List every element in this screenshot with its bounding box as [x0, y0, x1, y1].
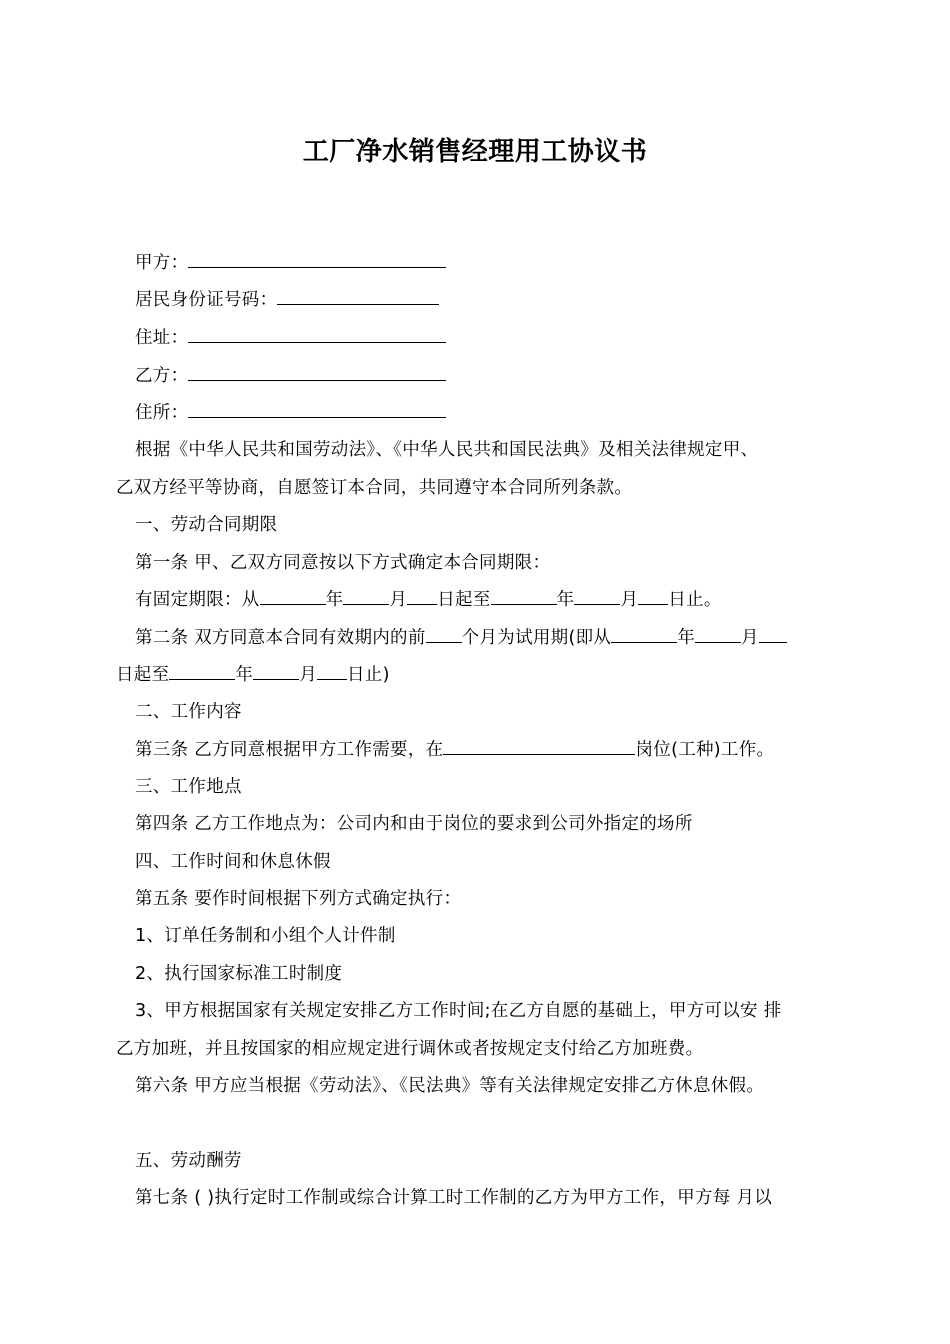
party-a-blank — [188, 251, 446, 268]
month-text: 月 — [299, 665, 318, 685]
section-heading-2: 二、工作内容 — [135, 702, 242, 722]
preamble-line-1: 根据《中华人民共和国劳动法》、《中华人民共和国民法典》及相关法律规定甲、 — [135, 440, 759, 460]
residence-line — [116, 401, 865, 425]
probation-end-year-blank — [169, 663, 235, 680]
id-card-blank — [277, 288, 439, 305]
article-4: 第四条 乙方工作地点为：公司内和由于岗位的要求到公司外指定的场所 — [135, 814, 693, 834]
preamble-line-2: 乙双方经平等协商，自愿签订本合同，共同遵守本合同所列条款。 — [116, 478, 633, 498]
end-day-blank — [638, 588, 668, 605]
party-a-line — [116, 251, 865, 275]
year-text: 年 — [325, 590, 344, 610]
probation-months-blank — [426, 626, 462, 643]
list-item-1: 1、订单任务制和小组个人计件制 — [135, 926, 396, 946]
fixed-term-line — [116, 588, 865, 612]
start-day-blank — [407, 588, 437, 605]
position-blank — [443, 738, 635, 755]
article-2-line-1 — [116, 626, 865, 650]
id-card-label: 居民身份证号码： — [135, 290, 278, 310]
year-text: 年 — [235, 665, 254, 685]
probation-start-day-blank — [759, 626, 787, 643]
article-2-text: 第二条 双方同意本合同有效期内的前 — [135, 628, 426, 648]
day-end-text: 日止) — [347, 665, 390, 685]
probation-text: 个月为试用期(即从 — [461, 628, 612, 648]
list-item-3-line-1: 3、甲方根据国家有关规定安排乙方工作时间;在乙方自愿的基础上，甲方可以安 排 — [135, 1001, 782, 1021]
address-label: 住址： — [135, 328, 189, 348]
address-line — [116, 326, 865, 350]
document-title: 工厂净水销售经理用工协议书 — [302, 137, 648, 167]
party-b-line — [116, 364, 865, 388]
id-card-line — [116, 288, 865, 312]
day-until-text: 日起至 — [437, 590, 491, 610]
list-item-2: 2、执行国家标准工时制度 — [135, 964, 343, 984]
day-until-text: 日起至 — [116, 665, 170, 685]
start-month-blank — [343, 588, 389, 605]
position-text: 岗位(工种)工作。 — [635, 740, 775, 760]
probation-end-month-blank — [253, 663, 299, 680]
party-b-label: 乙方： — [135, 366, 189, 386]
list-item-3-line-2: 乙方加班，并且按国家的相应规定进行调休或者按规定支付给乙方加班费。 — [116, 1039, 704, 1059]
article-3 — [116, 738, 865, 762]
section-heading-1: 一、劳动合同期限 — [135, 515, 278, 535]
party-a-label: 甲方： — [135, 253, 189, 273]
month-text: 月 — [741, 628, 759, 648]
article-2-line-2 — [116, 663, 846, 687]
month-text: 月 — [620, 590, 639, 610]
section-heading-3: 三、工作地点 — [135, 777, 242, 797]
party-b-blank — [188, 364, 446, 381]
probation-end-day-blank — [317, 663, 347, 680]
start-year-blank — [260, 588, 326, 605]
probation-start-month-blank — [695, 626, 741, 643]
section-heading-5: 五、劳动酬劳 — [135, 1151, 242, 1171]
residence-label: 住所： — [135, 403, 189, 423]
article-3-text: 第三条 乙方同意根据甲方工作需要，在 — [135, 740, 444, 760]
probation-start-year-blank — [611, 626, 677, 643]
address-blank — [188, 326, 446, 343]
section-heading-4: 四、工作时间和休息休假 — [135, 852, 331, 872]
year-text: 年 — [556, 590, 575, 610]
article-6: 第六条 甲方应当根据《劳动法》、《民法典》等有关法律规定安排乙方休息休假。 — [135, 1076, 765, 1096]
end-month-blank — [574, 588, 620, 605]
article-7: 第七条 ( )执行定时工作制或综合计算工时工作制的乙方为甲方工作，甲方每 月以 — [135, 1188, 773, 1208]
article-5: 第五条 要作时间根据下列方式确定执行： — [135, 889, 462, 909]
month-text: 月 — [389, 590, 408, 610]
year-text: 年 — [677, 628, 696, 648]
end-year-blank — [491, 588, 557, 605]
fixed-term-text: 有固定期限：从 — [135, 590, 260, 610]
residence-blank — [188, 401, 446, 418]
day-end-text: 日止。 — [668, 590, 722, 610]
article-1: 第一条 甲、乙双方同意按以下方式确定本合同期限： — [135, 553, 551, 573]
